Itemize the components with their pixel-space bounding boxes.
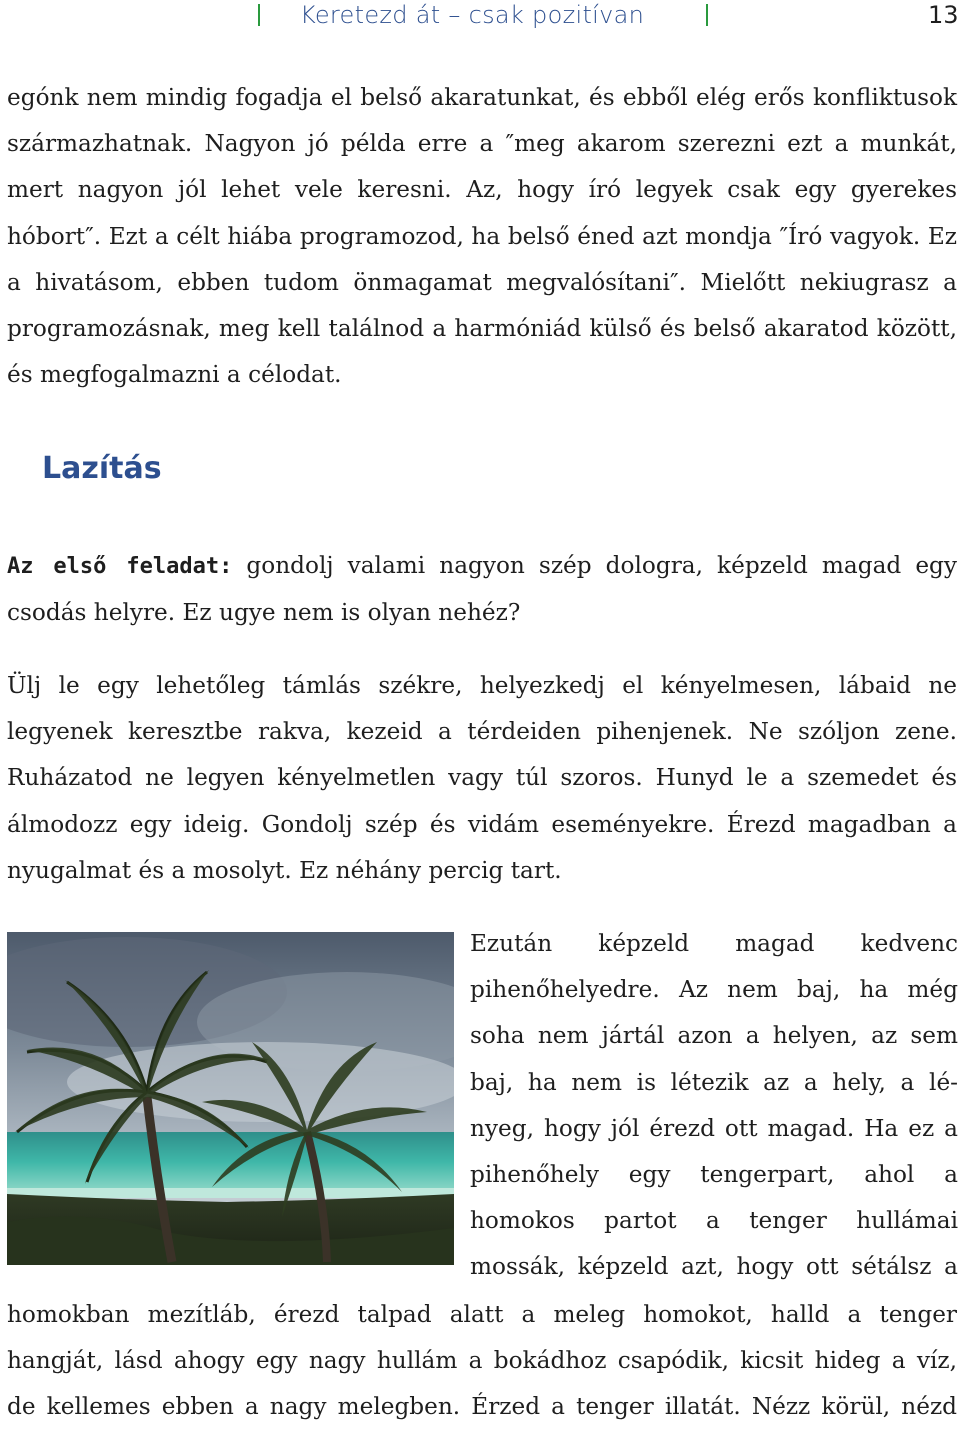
header-divider-right: [706, 4, 708, 26]
side-line: soha nem jártál azon a helyen, az sem: [470, 1022, 958, 1050]
side-line: baj, ha nem is létezik az a hely, a lé-: [470, 1068, 958, 1096]
side-line: mossák, képzeld azt, hogy ott sétálsz a: [470, 1253, 958, 1281]
body-paragraph-3: Ülj le egy lehetőleg támlás székre, helyezkedj el kényelmesen, lábaid ne legyenek keresztbe rakva, kezeid a térdeiden pihenjenek. Ne szóljon zene. Ruházatod ne legyen kényelmetlen vagy túl szoros. Hunyd le a szemedet és álmodozz egy ideig. Gondolj szép és vidám eseményekre. Érezd magadban a nyugalmat és a mosolyt. Ez néhány percig tart.: [7, 672, 957, 884]
body-paragraph-2: [7, 543, 957, 636]
side-line: homokos partot a tenger hullámai: [470, 1207, 958, 1235]
page-number: 13: [928, 1, 959, 29]
task-text: gondolj valami nagyon szép dologra, képzeld magad egy csodás helyre. Ez ugye nem is olyan nehéz?: [7, 552, 957, 627]
side-line: pihenőhely egy tengerpart, ahol a: [470, 1160, 958, 1188]
side-line: Ezután képzeld magad kedvenc: [470, 930, 958, 957]
side-text-block: [470, 921, 958, 1291]
header-divider-left: [258, 4, 260, 26]
running-header: [0, 0, 960, 36]
task-lead: Az első feladat:: [7, 554, 233, 579]
section-heading: Lazítás: [42, 451, 162, 486]
body-paragraph-1: egónk nem mindig fogadja el belső akaratunkat, és ebből elég erős konfliktusok származhatnak. Nagyon jó példa erre a ″meg akarom szerezni ezt a munkát, mert nagyon jól lehet vele keresni. Az, hogy író legyek csak egy gyerekes hóbort″. Ezt a célt hiába programozod, ha belső éned azt mondja ″Író vagyok. Ez a hivatásom, ebben tudom önmagamat megvalósítani″. Mielőtt nekiugrasz a programozásnak, meg kell találnod a harmóniád külső és belső akaratod között, és megfogalmazni a célodat.: [7, 84, 957, 389]
side-line: pihenőhelyedre. Az nem baj, ha még: [470, 976, 958, 1004]
bottom-line: hangját, lásd ahogy egy nagy hullám a bokádhoz csapódik, kicsit hideg a víz,: [7, 1347, 957, 1375]
side-line: nyeg, hogy jól érezd ott magad. Ha ez a: [470, 1114, 958, 1142]
bottom-line: homokban mezítláb, érezd talpad alatt a meleg homokot, halld a tenger: [7, 1301, 957, 1328]
bottom-text-block: [7, 1292, 957, 1431]
palm-trees-photo: [7, 932, 454, 1265]
bottom-line: de kellemes ebben a nagy melegben. Érzed a tenger illatát. Nézz körül, nézd: [7, 1393, 957, 1421]
running-title: Keretezd át – csak pozitívan: [300, 1, 645, 29]
